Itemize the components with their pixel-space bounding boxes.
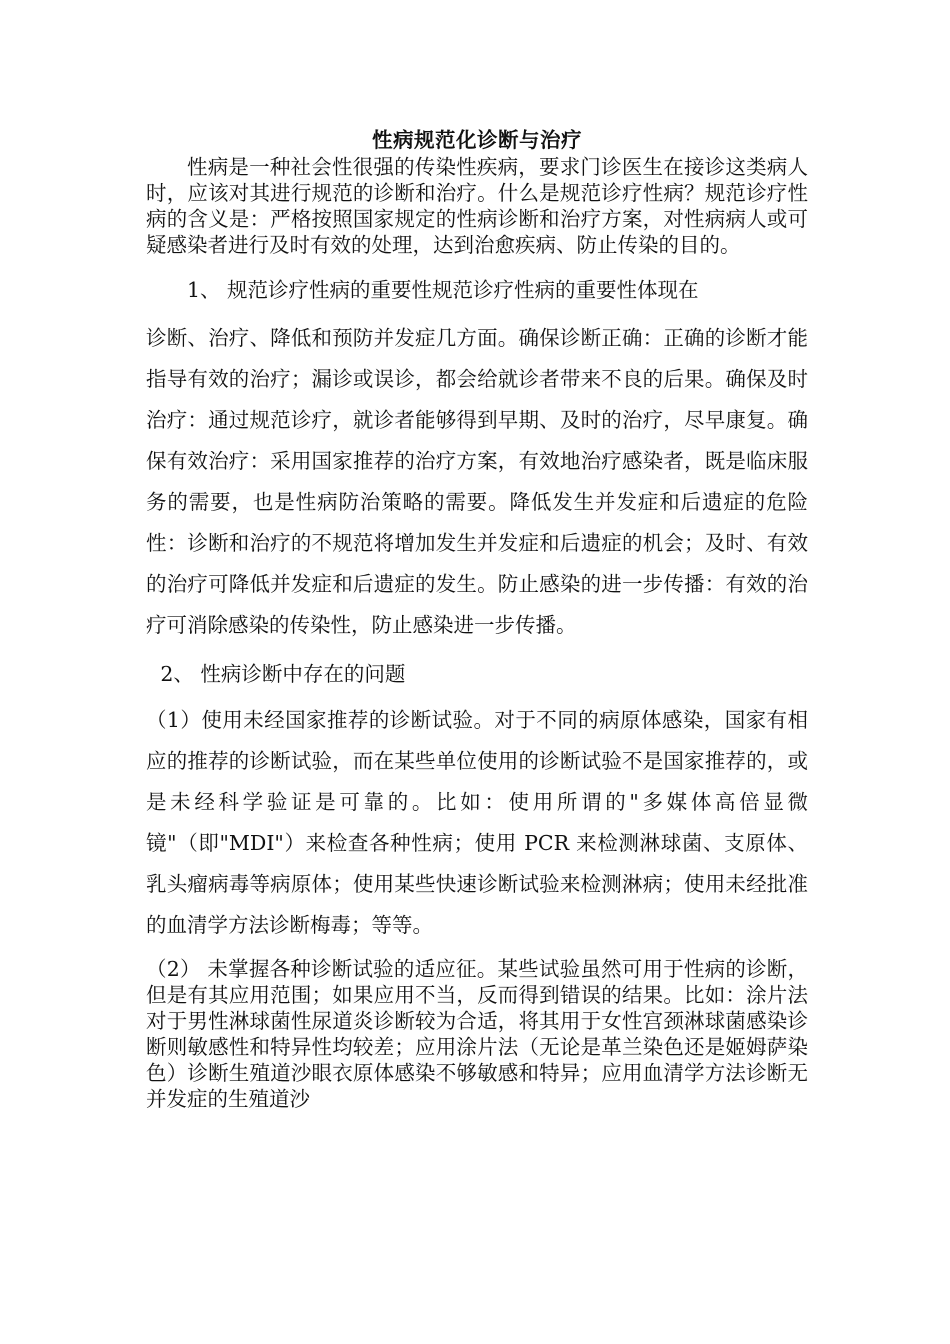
problem-item-2: （2） 未掌握各种诊断试验的适应征。某些试验虽然可用于性病的诊断，但是有其应用范围；如果应用不当，反而得到错误的结果。比如：涂片法对于男性淋球菌性尿道炎诊断较为合适，将其用于女性宫颈淋球菌感染诊断则敏感性和特异性均较差；应用涂片法（无论是革兰染色还是姬姆萨染色）诊断生殖道沙眼衣原体感染不够敏感和特异；应用血清学方法诊断无并发症的生殖道沙 (146, 957, 808, 1111)
document-body (146, 126, 808, 1112)
problem-item-1: （1）使用未经国家推荐的诊断试验。对于不同的病原体感染，国家有相应的推荐的诊断试验，而在某些单位使用的诊断试验不是国家推荐的，或是未经科学验证是可靠的。比如：使用所谓的"多媒体高倍显微镜"（即"MDI"）来检查各种性病；使用 PCR 来检测淋球菌、支原体、乳头瘤病毒等病原体；使用某些快速诊断试验来检测淋病；使用未经批准的血清学方法诊断梅毒；等等。 (146, 708, 808, 937)
intro-paragraph: 性病是一种社会性很强的传染性疾病，要求门诊医生在接诊这类病人时，应该对其进行规范的诊断和治疗。什么是规范诊疗性病？规范诊疗性病的含义是：严格按照国家规定的性病诊断和治疗方案，对性病病人或可疑感染者进行及时有效的处理，达到治愈疾病、防止传染的目的。 (146, 155, 808, 257)
section-1-heading: 1、 规范诊疗性病的重要性规范诊疗性病的重要性体现在 (187, 278, 699, 302)
section-1-body: 诊断、治疗、降低和预防并发症几方面。确保诊断正确：正确的诊断才能指导有效的治疗；漏诊或误诊，都会给就诊者带来不良的后果。确保及时治疗：通过规范诊疗，就诊者能够得到早期、及时的治疗，尽早康复。确保有效治疗：采用国家推荐的治疗方案，有效地治疗感染者，既是临床服务的需要，也是性病防治策略的需要。降低发生并发症和后遗症的危险性：诊断和治疗的不规范将增加发生并发症和后遗症的机会；及时、有效的治疗可降低并发症和后遗症的发生。防止感染的进一步传播：有效的治疗可消除感染的传染性，防止感染进一步传播。 (146, 326, 808, 637)
page-title: 性病规范化诊断与治疗 (372, 128, 582, 152)
section-2-heading: 2、 性病诊断中存在的问题 (160, 662, 406, 686)
